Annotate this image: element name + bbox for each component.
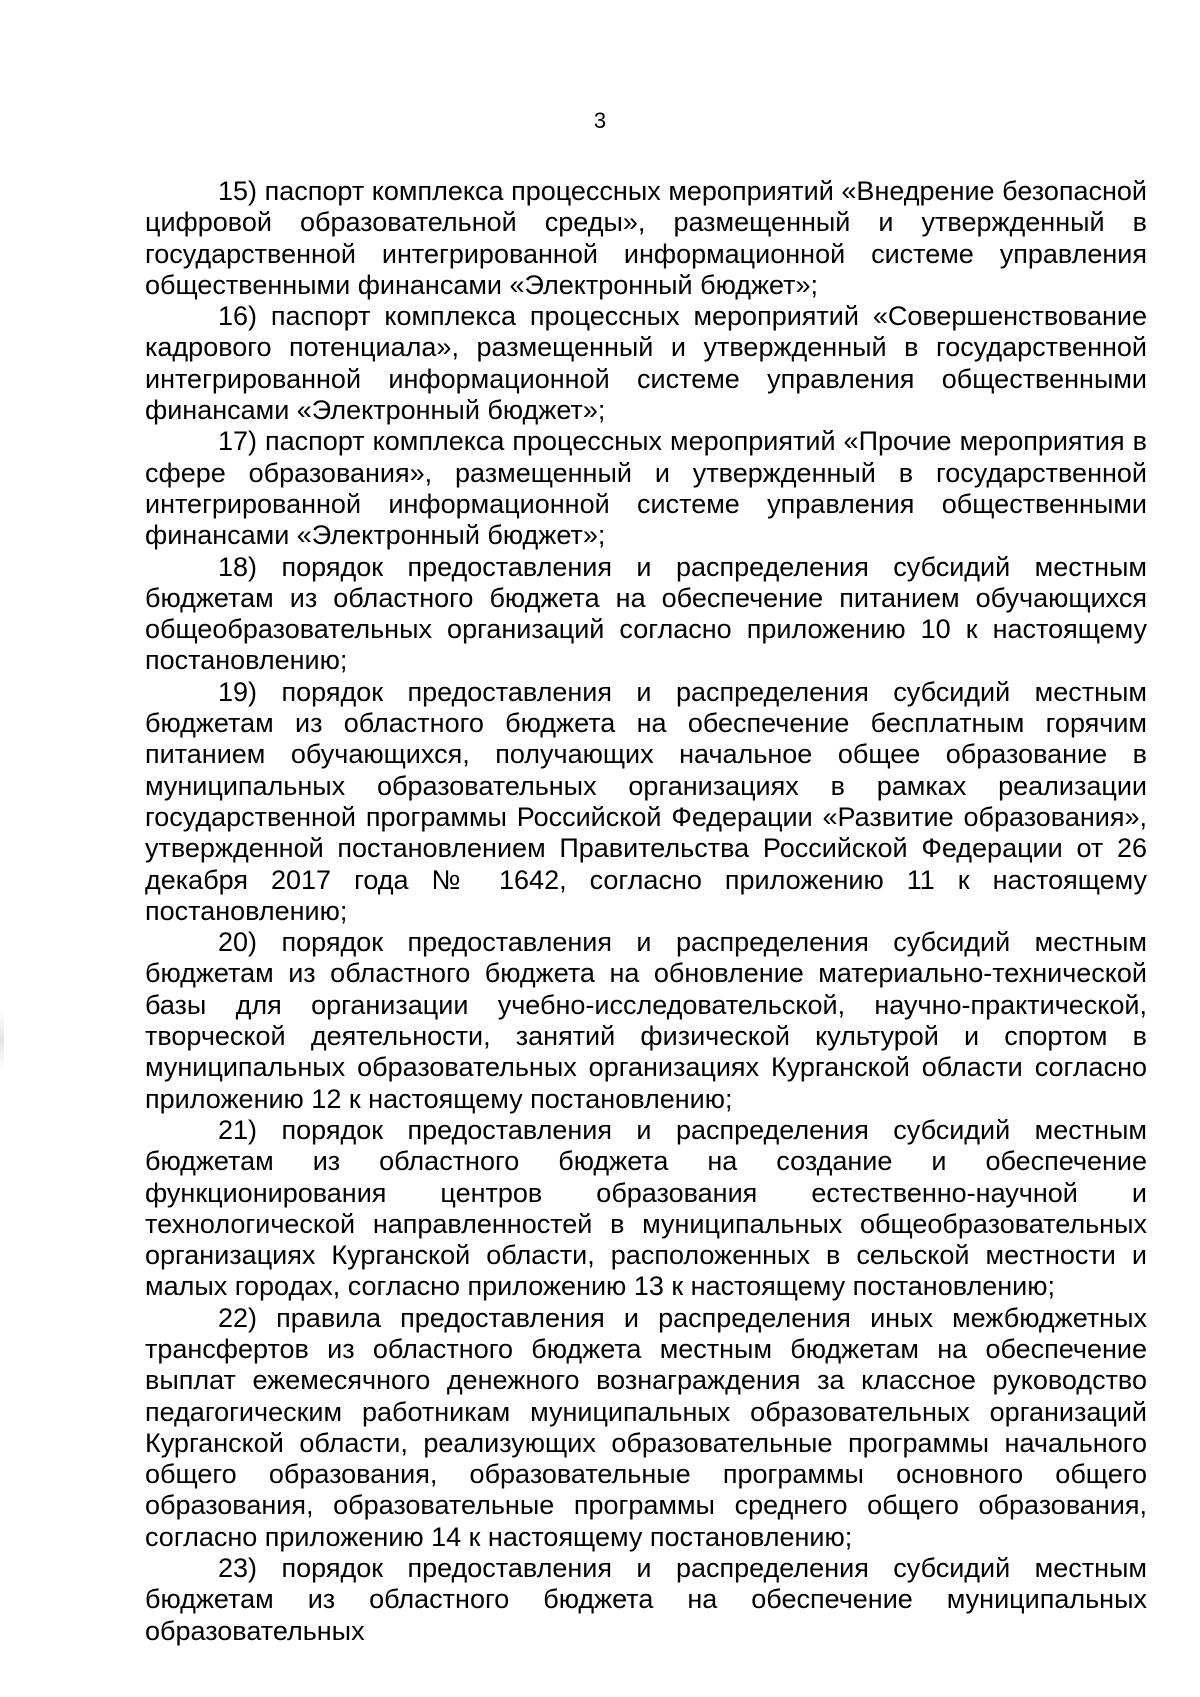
document-body [145, 176, 1147, 1647]
paragraph-item-18: 18) порядок предоставления и распределения субсидий местным бюджетам из областного бюджета на обеспечение питанием обучающихся общеобразовательных организаций согласно приложению 10 к настоящему постановлению; [145, 551, 1147, 676]
paragraph-item-21: 21) порядок предоставления и распределения субсидий местным бюджетам из областного бюджета на создание и обеспечение функционирования центров образования естественно-научной и технологической направленностей в муниципальных общеобразовательных организациях Курганской области, расположенных в сельской местности и малых городах, согласно приложению 13 к настоящему постановлению; [145, 1114, 1147, 1302]
paragraph-item-16: 16) паспорт комплекса процессных мероприятий «Совершенствование кадрового потенциала», размещенный и утвержденный в государственной интегрированной информационной системе управления общественными финансами «Электронный бюджет»; [145, 301, 1147, 426]
paragraph-item-22: 22) правила предоставления и распределения иных межбюджетных трансфертов из областного бюджета местным бюджетам на обеспечение выплат ежемесячного денежного вознаграждения за классное руководство педагогическим работникам муниципальных образовательных организаций Курганской области, реализующих образовательные программы начального общего образования, образовательные программы основного общего образования, образовательные программы среднего общего образования, согласно приложению 14 к настоящему постановлению; [145, 1302, 1147, 1552]
page-number: 3 [593, 108, 607, 133]
paragraph-item-15: 15) паспорт комплекса процессных мероприятий «Внедрение безопасной цифровой образовательной среды», размещенный и утвержденный в государственной интегрированной информационной системе управления общественными финансами «Электронный бюджет»; [145, 176, 1147, 300]
paragraph-item-23: 23) порядок предоставления и распределения субсидий местным бюджетам из областного бюджета на обеспечение муниципальных образовательных [145, 1553, 1147, 1646]
paragraph-item-20: 20) порядок предоставления и распределения субсидий местным бюджетам из областного бюджета на обновление материально-технической базы для организации учебно-исследовательской, научно-практической, творческой деятельности, занятий физической культурой и спортом в муниципальных образовательных организациях Курганской области согласно приложению 12 к настоящему постановлению; [145, 927, 1147, 1114]
scan-edge-mark [0, 1010, 4, 1070]
paragraph-item-19: 19) порядок предоставления и распределения субсидий местным бюджетам из областного бюджета на обеспечение бесплатным горячим питанием обучающихся, получающих начальное общее образование в муниципальных образовательных организациях в рамках реализации государственной программы Российской Федерации «Развитие образования», утвержденной постановлением Правительства Российской Федерации от 26 декабря 2017 года № 1642, согласно приложению 11 к настоящему постановлению; [145, 676, 1147, 926]
paragraph-item-17: 17) паспорт комплекса процессных мероприятий «Прочие мероприятия в сфере образования», размещенный и утвержденный в государственной интегрированной информационной системе управления общественными финансами «Электронный бюджет»; [145, 426, 1147, 551]
